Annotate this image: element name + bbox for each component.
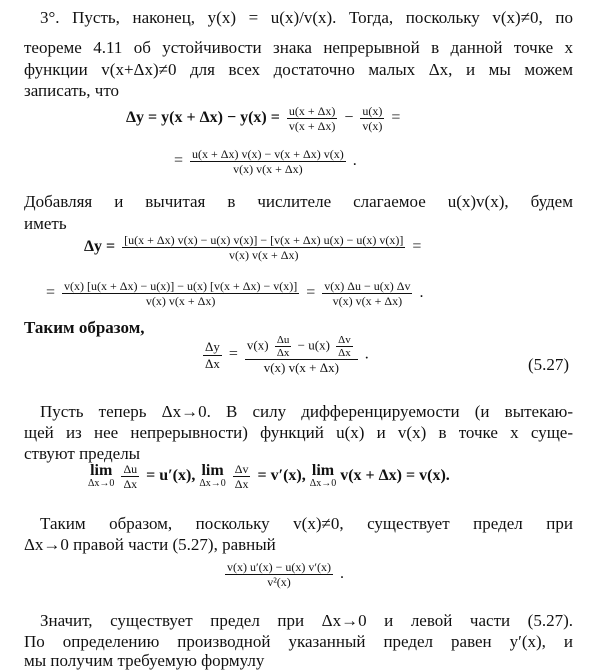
eq5-num-dx2: Δx [338, 347, 351, 359]
p6-line-2: По определению производной указанный предел равен y′(x), и [24, 632, 573, 651]
limit-3 [310, 464, 336, 489]
eq5-num-du: Δu [276, 334, 290, 346]
lim-sub-2: Δx→0 [199, 478, 226, 489]
lim-word-3: lim [311, 462, 335, 479]
eq3-lhs: Δy = [84, 238, 116, 256]
p3-line-1: Таким образом, [24, 318, 145, 337]
eq5-num-dv: Δv [338, 334, 351, 346]
p2-line-2: иметь [24, 214, 67, 233]
equation-6 [88, 462, 450, 491]
limit-2 [199, 464, 225, 489]
eq1-tail: = [391, 109, 401, 127]
p4-line-3: ствуют пределы [24, 444, 141, 463]
eq1-minus: − [344, 109, 354, 127]
eq7-num: v(x) u′(x) − u(x) v′(x) [227, 560, 331, 574]
p4-line-1: Пусть теперь Δx→0. В силу дифференцируемости (и вытекаю- [40, 402, 573, 421]
p5-line-2: Δx→0 правой части (5.27), равный [24, 535, 276, 554]
equation-3 [84, 233, 421, 262]
eq6-f1-den: Δx [123, 477, 138, 491]
eq3-tail: = [412, 238, 422, 256]
eq4-lhs: = [46, 284, 56, 302]
eq1-den1: v(x + Δx) [288, 119, 336, 133]
eq4-num: v(x) [u(x + Δx) − u(x)] − u(x) [v(x + Δx) − v(x)] [64, 279, 298, 293]
eq4-eq: = [306, 284, 316, 302]
lim-word-1: lim [90, 462, 113, 479]
p1-line-1: 3°. Пусть, наконец, y(x) = u(x)/v(x). Тогда, поскольку v(x)≠0, по [40, 8, 573, 27]
eq7-den: v²(x) [267, 575, 291, 589]
p6-line-1: Значит, существует предел при Δx→0 и левой части (5.27). [40, 611, 573, 630]
p2-line-1: Добавляя и вычитая в числителе слагаемое u(x)v(x), будем [24, 192, 573, 211]
eq2-tail: . [352, 152, 357, 170]
eq5-num-a: v(x) [246, 337, 269, 353]
lim-sub-1: Δx→0 [88, 478, 115, 489]
eq7-tail: . [340, 565, 344, 583]
eq5-den: v(x) v(x + Δx) [263, 360, 339, 375]
eq5-lhs-den: Δx [205, 355, 220, 371]
equation-2 [174, 147, 357, 176]
eq6-r2: = v′(x), [257, 467, 306, 485]
eq5-num [245, 334, 358, 360]
eq6-f2-num: Δv [234, 462, 249, 476]
eq3-num: [u(x + Δx) v(x) − u(x) v(x)] − [v(x + Δx) u(x) − u(x) v(x)] [124, 233, 404, 247]
p5-line-1: Таким образом, поскольку v(x)≠0, существует предел при [40, 514, 573, 533]
eq5-tail: . [364, 345, 369, 363]
eq1-lhs: Δy = y(x + Δx) − y(x) = [126, 109, 280, 127]
eq1-num2: u(x) [362, 104, 383, 118]
eq6-f1-num: Δu [123, 462, 138, 476]
eq2-num: u(x + Δx) v(x) − v(x + Δx) v(x) [192, 147, 344, 161]
eq1-num1: u(x + Δx) [288, 104, 336, 118]
eq4-num2: v(x) Δu − u(x) Δv [324, 279, 411, 293]
equation-4 [46, 279, 423, 308]
eq6-f2-den: Δx [234, 477, 249, 491]
equation-number-5-27: (5.27) [528, 355, 570, 374]
eq6-r1: = u′(x), [146, 467, 196, 485]
eq3-den: v(x) v(x + Δx) [229, 248, 299, 262]
lim-word-2: lim [201, 462, 224, 479]
eq5-eq: = [228, 345, 238, 363]
eq2-lhs: = [174, 152, 184, 170]
eq4-den2: v(x) v(x + Δx) [332, 294, 403, 308]
eq5-lhs-num: Δy [205, 338, 220, 354]
p6-line-3: мы получим требуемую формулу [24, 651, 265, 670]
eq1-den2: v(x) [362, 119, 383, 133]
p1-line-2: теореме 4.11 об устойчивости знака непрерывной в данной точке x [24, 38, 573, 57]
eq2-den: v(x) v(x + Δx) [233, 162, 303, 176]
eq5-num-mid: − u(x) [297, 337, 330, 353]
p4-line-2: щей из нее непрерывности) функций u(x) и v(x) в точке x суще- [24, 423, 573, 442]
eq5-num-dx1: Δx [276, 347, 290, 359]
p1-line-3: функции v(x+Δx)≠0 для всех достаточно малых Δx, и мы можем [24, 60, 573, 79]
equation-5 [200, 334, 369, 376]
eq4-den: v(x) v(x + Δx) [145, 294, 216, 308]
p1-line-4: записать, что [24, 81, 120, 100]
eq4-tail: . [419, 284, 424, 302]
lim-sub-3: Δx→0 [309, 478, 337, 489]
eq6-r3: v(x + Δx) = v(x). [340, 467, 450, 485]
equation-7 [222, 560, 344, 589]
limit-1 [88, 464, 114, 489]
equation-1 [126, 104, 400, 133]
